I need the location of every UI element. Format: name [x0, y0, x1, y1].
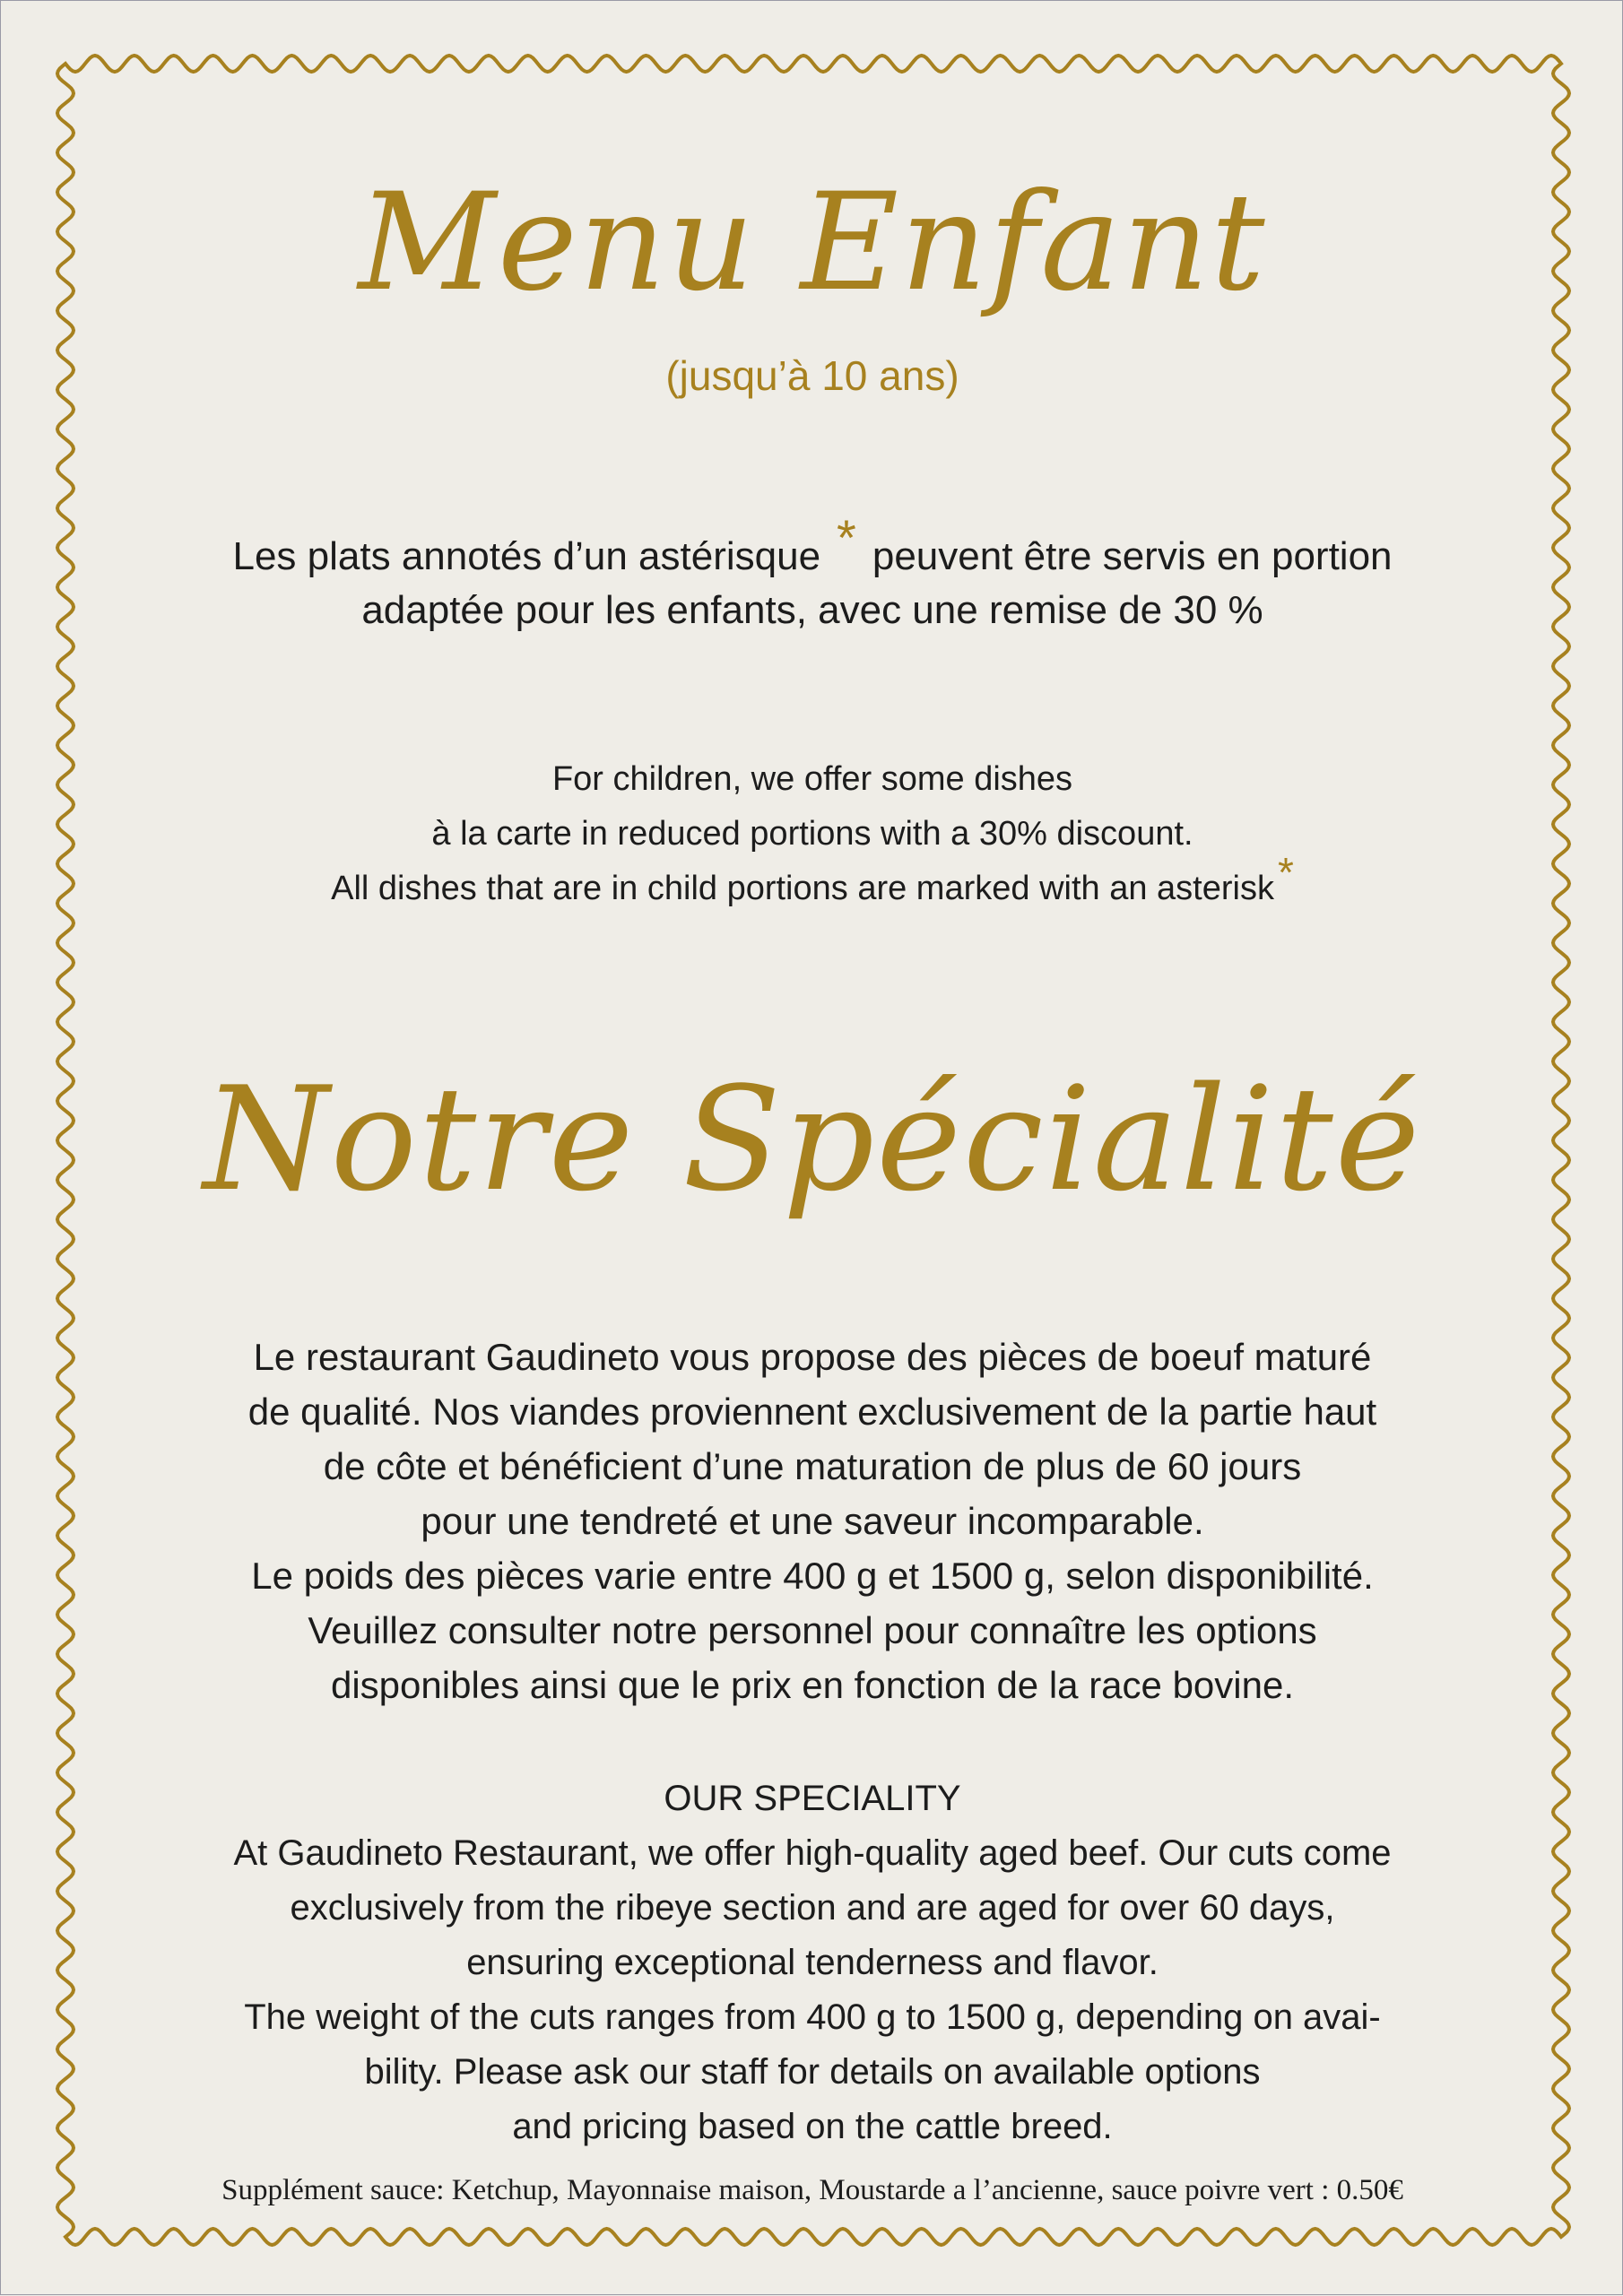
english-line: The weight of the cuts ranges from 400 g to 1500 g, depending on avai-: [244, 1997, 1381, 2037]
english-line: and pricing based on the cattle breed.: [512, 2107, 1113, 2146]
intro-english: [1, 752, 1623, 916]
intro-french-line-1: Les plats annotés d’un astérisque * peuvent être servis en portion: [232, 509, 1393, 578]
specialite-french-text: [1, 1330, 1623, 1712]
english-line: ensuring exceptional tenderness and flavor.: [466, 1943, 1159, 1982]
menu-enfant-title: Menu Enfant: [358, 165, 1267, 321]
french-line: Le restaurant Gaudineto vous propose des pièces de boeuf maturé: [253, 1336, 1372, 1378]
intro-english-line-1: For children, we offer some dishes: [551, 760, 1073, 798]
specialite-title: Notre Spécialité: [203, 1055, 1422, 1223]
french-line: de qualité. Nos viandes proviennent exclusivement de la partie haut: [247, 1391, 1377, 1433]
french-line: pour une tendreté et une saveur incomparable.: [421, 1500, 1204, 1542]
intro-english-line-2: à la carte in reduced portions with a 30% discount.: [431, 815, 1193, 853]
sauce-supplement-note: Supplément sauce: Ketchup, Mayonnaise maison, Moustarde a l’ancienne, sauce poivre vert : 0.50€: [221, 2174, 1403, 2206]
french-line: disponibles ainsi que le prix en fonction de la race bovine.: [330, 1664, 1294, 1706]
specialite-english-text: [1, 1772, 1623, 2154]
intro-english-line-3: All dishes that are in child portions are marked with an asterisk*: [331, 849, 1294, 907]
english-line: At Gaudineto Restaurant, we offer high-quality aged beef. Our cuts come: [233, 1833, 1392, 1873]
menu-enfant-age-note: (jusqu’à 10 ans): [665, 352, 959, 399]
english-heading: OUR SPECIALITY: [664, 1779, 961, 1818]
english-line: exclusively from the ribeye section and are aged for over 60 days,: [290, 1888, 1335, 1928]
french-line: Le poids des pièces varie entre 400 g et 1500 g, selon disponibilité.: [251, 1555, 1374, 1597]
french-line: Veuillez consulter notre personnel pour connaître les options: [308, 1609, 1317, 1651]
english-line: bility. Please ask our staff for details on available options: [364, 2052, 1261, 2092]
intro-french: [1, 509, 1623, 637]
french-line: de côte et bénéficient d’une maturation de plus de 60 jours: [323, 1445, 1302, 1487]
intro-french-line-2: adaptée pour les enfants, avec une remise de 30 %: [361, 588, 1263, 632]
